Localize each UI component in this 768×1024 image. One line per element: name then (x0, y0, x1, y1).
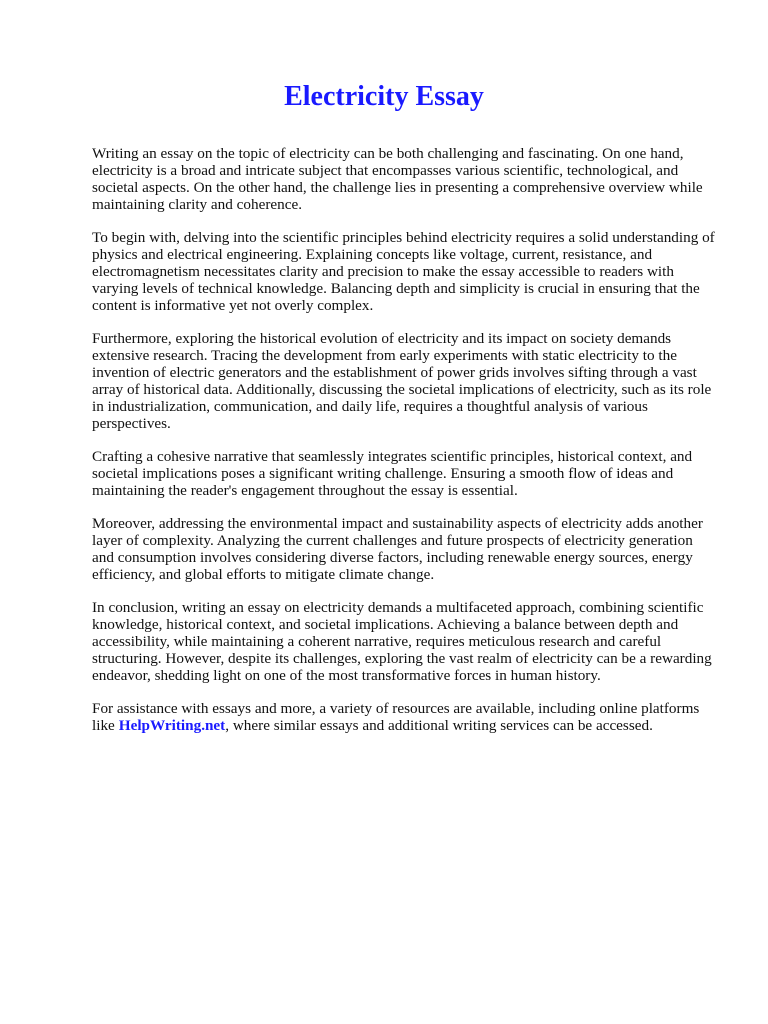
paragraph-scientific-principles: To begin with, delving into the scientific principles behind electricity requires a solid understanding of physics and electrical engineering. Explaining concepts like voltage, current, resistance, and electromagnetism necessitates clarity and precision to make the essay accessible to readers with varying levels of technical knowledge. Balancing depth and simplicity is crucial in ensuring that the content is informative yet not overly complex. (92, 229, 715, 314)
paragraph-conclusion: In conclusion, writing an essay on electricity demands a multifaceted approach, combining scientific knowledge, historical context, and societal implications. Achieving a balance between depth and accessibility, while maintaining a coherent narrative, requires meticulous research and careful structuring. However, despite its challenges, exploring the vast realm of electricity can be a rewarding endeavor, shedding light on one of the most transformative forces in human history. (92, 599, 712, 684)
paragraph-environmental-impact: Moreover, addressing the environmental impact and sustainability aspects of electricity adds another layer of complexity. Analyzing the current challenges and future prospects of electricity generation and consumption involves considering diverse factors, including renewable energy sources, energy efficiency, and global efforts to mitigate climate change. (92, 515, 703, 583)
essay-body (92, 145, 716, 750)
paragraph-historical-evolution: Furthermore, exploring the historical evolution of electricity and its impact on society demands extensive research. Tracing the development from early experiments with static electricity to the invention of electric generators and the establishment of power grids involves sifting through a vast array of historical data. Additionally, discussing the societal implications of electricity, such as its role in industrialization, communication, and daily life, requires a thoughtful analysis of various perspectives. (92, 330, 712, 432)
paragraph-cohesive-narrative: Crafting a cohesive narrative that seamlessly integrates scientific principles, historical context, and societal implications poses a significant writing challenge. Ensuring a smooth flow of ideas and maintaining the reader's engagement throughout the essay is essential. (92, 448, 693, 499)
helpwriting-link[interactable]: HelpWriting.net (118, 717, 226, 734)
closing-text-after-link: , where similar essays and additional writing services can be accessed. (225, 717, 653, 734)
page-title: Electricity Essay (284, 81, 484, 112)
paragraph-intro: Writing an essay on the topic of electricity can be both challenging and fascinating. On one hand, electricity is a broad and intricate subject that encompasses various scientific, technological, and societal aspects. On the other hand, the challenge lies in presenting a comprehensive overview while maintaining clarity and coherence. (92, 145, 703, 213)
closing-text-before-link: For assistance with essays and more, a variety of resources are available, including online platforms like (92, 700, 700, 734)
paragraph-closing (92, 700, 716, 734)
